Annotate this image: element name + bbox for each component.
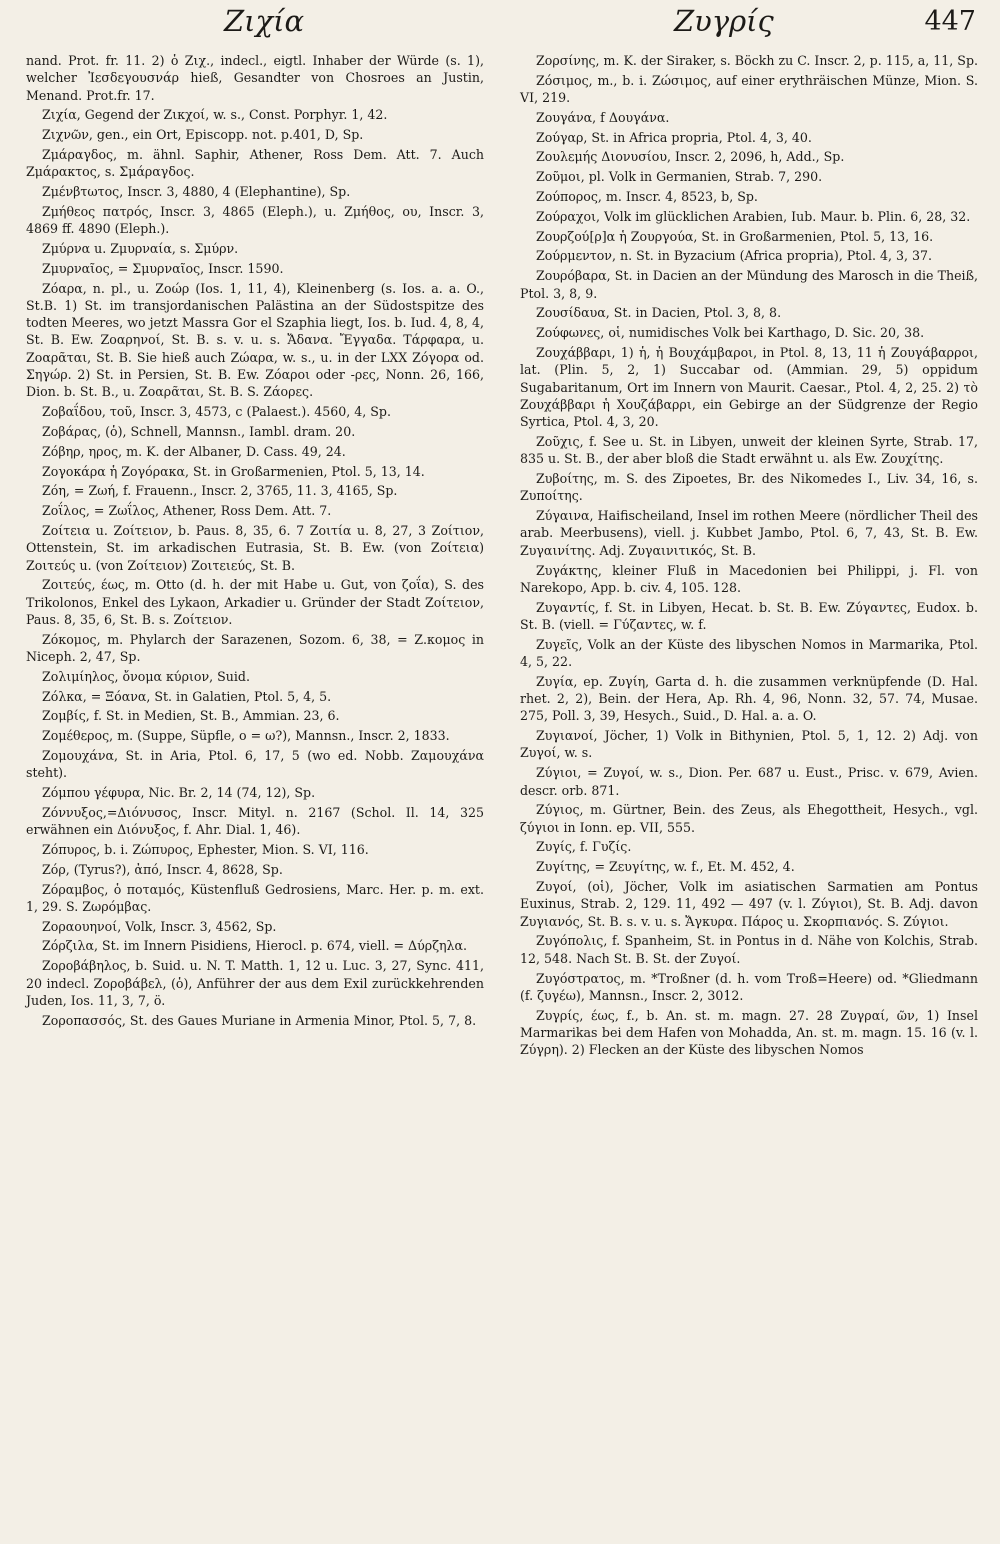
entry: Ζμύρνα u. Ζμυρναία, s. Σμύρν. — [42, 240, 239, 256]
entry: Ζμυρναῖος, = Σμυρναῖος, Inscr. 1590. — [42, 260, 284, 276]
entry: Ζύγιος, m. Gürtner, Bein. des Zeus, als Ehegottheit, Hesych., vgl. ζύγιοι in Ionn. ep. VII, 555. — [520, 802, 978, 835]
entry: Ζουλεμής Διονυσίου, Inscr. 2, 2096, h, Add., Sp. — [536, 149, 845, 165]
page-header — [0, 0, 1000, 50]
entry: Ζόκομος, m. Phylarch der Sarazenen, Sozom. 6, 38, = Ζ.κομος in Niceph. 2, 47, Sp. — [26, 631, 484, 664]
entry: Ζυγοί, (οἱ), Jöcher, Volk im asiatischen Sarmatien am Pontus Euxinus, Strab. 2, 129. 11, 492 — 497 (v. l. Ζύγιοι), St. B. Adj. davon Ζυγιανός, St. B. s. v. u. s. Ἄγκυρα. Πάρος u. Σκορπιανός. S. Ζύγιοι. — [520, 879, 978, 929]
entry: Ζιχνῶν, gen., ein Ort, Episcopp. not. p.401, D, Sp. — [42, 127, 364, 143]
entry: Ζομουχάνα, St. in Aria, Ptol. 6, 17, 5 (wo ed. Nobb. Ζαμουχάνα steht). — [26, 747, 484, 781]
entry: Ζόραμβος, ὁ ποταμός, Küstenfluß Gedrosiens, Marc. Her. p. m. ext. 1, 29. S. Ζωρόμβας. — [26, 881, 484, 914]
entry: Ζύγαινα, Haifischeiland, Insel im rothen Meere (nördlicher Theil des arab. Meerbusens), viell. j. Kubbet Jambo, Ptol. 6, 7, 43, St. B. Ew. Ζυγαινίτης. Adj. Ζυγαινιτικός, St. B. — [520, 508, 978, 558]
entry: Ζόβηρ, ηρος, m. K. der Albaner, D. Cass. 49, 24. — [42, 443, 346, 459]
entry: Ζόρζιλα, St. im Innern Pisidiens, Hierocl. p. 674, viell. = Δύρζηλα. — [42, 938, 468, 954]
entry: Ζυγόστρατος, m. *Troßner (d. h. vom Troß=Heere) od. *Gliedmann (f. ζυγέω), Mannsn., Inscr. 2, 3012. — [520, 970, 978, 1003]
entry: Ζμάραγδος, m. ähnl. Saphir, Athener, Ross Dem. Att. 7. Auch Ζμάρακτος, s. Σμάραγδος. — [26, 146, 484, 180]
entry: Ζύγιοι, = Ζυγοί, w. s., Dion. Per. 687 u. Eust., Prisc. v. 679, Avien. descr. orb. 871. — [520, 765, 978, 798]
entry: Ζουρζού[ρ]α ἡ Ζουργούα, St. in Großarmenien, Ptol. 5, 13, 16. — [536, 228, 934, 244]
entry: Ζόρ, (Tyrus?), ἀπό, Inscr. 4, 8628, Sp. — [42, 861, 283, 877]
entry: Ζυγρίς, έως, f., b. An. st. m. magn. 27. 28 Ζυγραί, ῶν, 1) Insel Marmarikas bei dem Hafen von Mohadda, An. st. m. magn. 15. 16 (v. l. Ζύγρη). 2) Flecken an der Küste des libyschen Nomos — [520, 1007, 978, 1058]
entry: Ζουγάνα, f Δουγάνα. — [536, 109, 670, 125]
entry: Ζόαρα, n. pl., u. Ζοώρ (Ios. 1, 11, 4), Kleinenberg (s. Ios. a. a. O., St.B. 1) St. im transjordanischen Palästina an der Südostspitze des todten Meeres, wo jetzt Massra Gor el Szaphia liegt, Ios. b. Iud. 4, 8, 4, St. B. Ew. Ζοαρηνοί, St. B. s. v. u. s. Ἄδανα. Ἔγγαδα. Τάρφαρα, u. Ζοαρᾶται, St. B. Sie hieß auch Ζώαρα, w. s., u. in der LXX Ζόγορα od. Σηγώρ. 2) St. in Persien, St. B. Ew. Ζόαροι oder -ρες, Nonn. 26, 166, Dion. b. St. B., u. Ζοαρᾶται, St. B. S. Ζάορες. — [26, 280, 484, 400]
entry: Ζόννυξος,=Διόνυσος, Inscr. Mityl. n. 2167 (Schol. Il. 14, 325 erwähnen ein Διόνυξος, f. Ahr. Dial. 1, 46). — [26, 804, 484, 838]
entry: Ζογοκάρα ἡ Ζογόρακα, St. in Großarmenien, Ptol. 5, 13, 14. — [42, 463, 425, 479]
entry: Ζυγιανοί, Jöcher, 1) Volk in Bithynien, Ptol. 5, 1, 12. 2) Adj. von Ζυγοί, w. s. — [520, 728, 978, 761]
entry: Ζορσίνης, m. K. der Siraker, s. Böckh zu C. Inscr. 2, p. 115, a, 11, Sp. — [536, 53, 979, 68]
entry: Ζούφωνες, οἱ, numidisches Volk bei Karthago, D. Sic. 20, 38. — [536, 325, 925, 341]
entry: Ζοῦμοι, pl. Volk in Germanien, Strab. 7, 290. — [536, 169, 823, 185]
left-column — [26, 52, 484, 1031]
entry: Ζόμπου γέφυρα, Nic. Br. 2, 14 (74, 12), Sp. — [42, 785, 316, 801]
entry: Ζοραουηνοί, Volk, Inscr. 3, 4562, Sp. — [42, 918, 277, 934]
entry: Ζυγία, ep. Ζυγίη, Garta d. h. die zusammen verknüpfende (D. Hal. rhet. 2, 2), Bein. der Hera, Ap. Rh. 4, 96, Nonn. 32, 57. 74, Musae. 275, Poll. 3, 39, Hesych., Suid., D. Hal. a. a. O. — [520, 673, 978, 724]
entry: Ζοῦχις, f. See u. St. in Libyen, unweit der kleinen Syrte, Strab. 17, 835 u. St. B., der aber bloß die Stadt erwähnt u. als Ew. Ζουχίτης. — [520, 433, 978, 467]
entry: Ζυγεῖς, Volk an der Küste des libyschen Nomos in Marmarika, Ptol. 4, 5, 22. — [520, 636, 978, 669]
entry: Ζομέθερος, m. (Suppe, Süpfle, ο = ω?), Mannsn., Inscr. 2, 1833. — [42, 728, 450, 744]
entry: Ζόπυρος, b. i. Ζώπυρος, Ephester, Mion. S. VI, 116. — [42, 841, 369, 857]
entry: Ζούγαρ, St. in Africa propria, Ptol. 4, 3, 40. — [536, 129, 812, 145]
entry: Ζοροβάβηλος, b. Suid. u. N. T. Matth. 1, 12 u. Luc. 3, 27, Sync. 411, 20 indecl. Ζοροβάβελ, (ὁ), Anführer der aus dem Exil zurückkehrenden Juden, Ios. 11, 3, 7, ö. — [26, 958, 484, 1008]
entry: Ζιχία, Gegend der Ζικχοί, w. s., Const. Porphyr. 1, 42. — [42, 107, 388, 123]
entry: Ζυγόπολις, f. Spanheim, St. in Pontus in d. Nähe von Kolchis, Strab. 12, 548. Nach St. B. St. der Ζυγοί. — [520, 933, 978, 966]
entry: Ζούραχοι, Volk im glücklichen Arabien, Iub. Maur. b. Plin. 6, 28, 32. — [536, 208, 971, 224]
entry: Ζόλκα, = Ξόανα, St. in Galatien, Ptol. 5, 4, 5. — [42, 688, 332, 704]
entry: Ζοΐλος, = Ζωΐλος, Athener, Ross Dem. Att. 7. — [42, 503, 332, 519]
entry: Ζοιτεύς, έως, m. Otto (d. h. der mit Habe u. Gut, von ζοΐα), S. des Trikolonos, Enkel des Lykaon, Arkadier u. Gründer der Stadt Ζοίτειον, Paus. 8, 35, 6, St. B. s. Ζοίτειον. — [26, 577, 484, 627]
entry: Ζοροπασσός, St. des Gaues Muriane in Armenia Minor, Ptol. 5, 7, 8. — [42, 1012, 477, 1028]
entry: Ζοβάρας, (ὁ), Schnell, Mannsn., Iambl. dram. 20. — [42, 423, 356, 439]
entry: Ζομβίς, f. St. in Medien, St. B., Ammian. 23, 6. — [42, 708, 340, 724]
page-number: 447 — [924, 6, 976, 37]
right-column — [520, 52, 978, 1061]
entry: Ζυγαντίς, f. St. in Libyen, Hecat. b. St. B. Ew. Ζύγαντες, Eudox. b. St. B. (viell. = Γύζαντες, w. f. — [520, 599, 978, 632]
entry: Ζυγίς, f. Γυζίς. — [536, 839, 632, 855]
entry: Ζόη, = Ζωή, f. Frauenn., Inscr. 2, 3765, 11. 3, 4165, Sp. — [42, 483, 398, 499]
entry: Ζουσίδαυα, St. in Dacien, Ptol. 3, 8, 8. — [536, 305, 782, 321]
entry: Ζυγίτης, = Ζευγίτης, w. f., Et. M. 452, 4. — [536, 859, 795, 875]
entry: Ζουχάββαρι, 1) ἡ, ἡ Βουχάμβαροι, in Ptol. 8, 13, 11 ἡ Ζουγάβαρροι, lat. (Plin. 5, 2, 1) Succabar od. (Ammian. 29, 5) oppidum Sugabaritanum, Ort im Innern von Maurit. Caesar., Ptol. 4, 2, 25. 2) τὸ Ζουχάββαρι ἡ Χουζάβαρρι, ein Gebirge an der Südgrenze der Regio Syrtica, Ptol. 4, 3, 20. — [520, 344, 978, 430]
left-guide-word: Ζιχία — [224, 4, 305, 38]
entry: Ζοίτεια u. Ζοίτειον, b. Paus. 8, 35, 6. 7 Ζοιτία u. 8, 27, 3 Ζοίτιον, Ottenstein, St. im arkadischen Eutrasia, St. B. Ew. (von Ζοίτεια) Ζοιτεύς u. (von Ζοίτειον) Ζοιτειεύς, St. B. — [26, 522, 484, 573]
entry: Ζυγάκτης, kleiner Fluß in Macedonien bei Philippi, j. Fl. von Narekopo, App. b. civ. 4, 105. 128. — [520, 562, 978, 595]
entry: Ζούπορος, m. Inscr. 4, 8523, b, Sp. — [536, 189, 758, 205]
entry: Ζμένβτωτος, Inscr. 3, 4880, 4 (Elephantine), Sp. — [42, 184, 351, 200]
entry: Ζοβαΐδου, τοῦ, Inscr. 3, 4573, c (Palaest.). 4560, 4, Sp. — [42, 404, 392, 420]
entry: Ζολιμίηλος, ὄνομα κύριον, Suid. — [42, 668, 250, 684]
entry: Ζουρόβαρα, St. in Dacien an der Mündung des Marosch in die Theiß, Ptol. 3, 8, 9. — [520, 268, 978, 301]
entry: Ζυβοίτης, m. S. des Zipoetes, Br. des Nikomedes I., Liv. 34, 16, s. Ζυποίτης. — [520, 471, 978, 504]
entry: Ζμήθεος πατρός, Inscr. 3, 4865 (Eleph.), u. Ζμήθος, ου, Inscr. 3, 4869 ff. 4890 (Eleph.). — [26, 203, 484, 237]
entry: nand. Prot. fr. 11. 2) ὁ Ζιχ., indecl., eigtl. Inhaber der Würde (s. 1), welcher Ἰεσδεγουσνάρ hieß, Gesandter von Chosroes an Justin, Menand. Prot.fr. 17. — [26, 53, 484, 103]
entry: Ζούρμεντον, n. St. in Byzacium (Africa propria), Ptol. 4, 3, 37. — [536, 248, 933, 264]
right-guide-word: Ζυγρίς — [674, 4, 774, 38]
entry: Ζόσιμος, m., b. i. Ζώσιμος, auf einer erythräischen Münze, Mion. S. VI, 219. — [520, 72, 978, 106]
